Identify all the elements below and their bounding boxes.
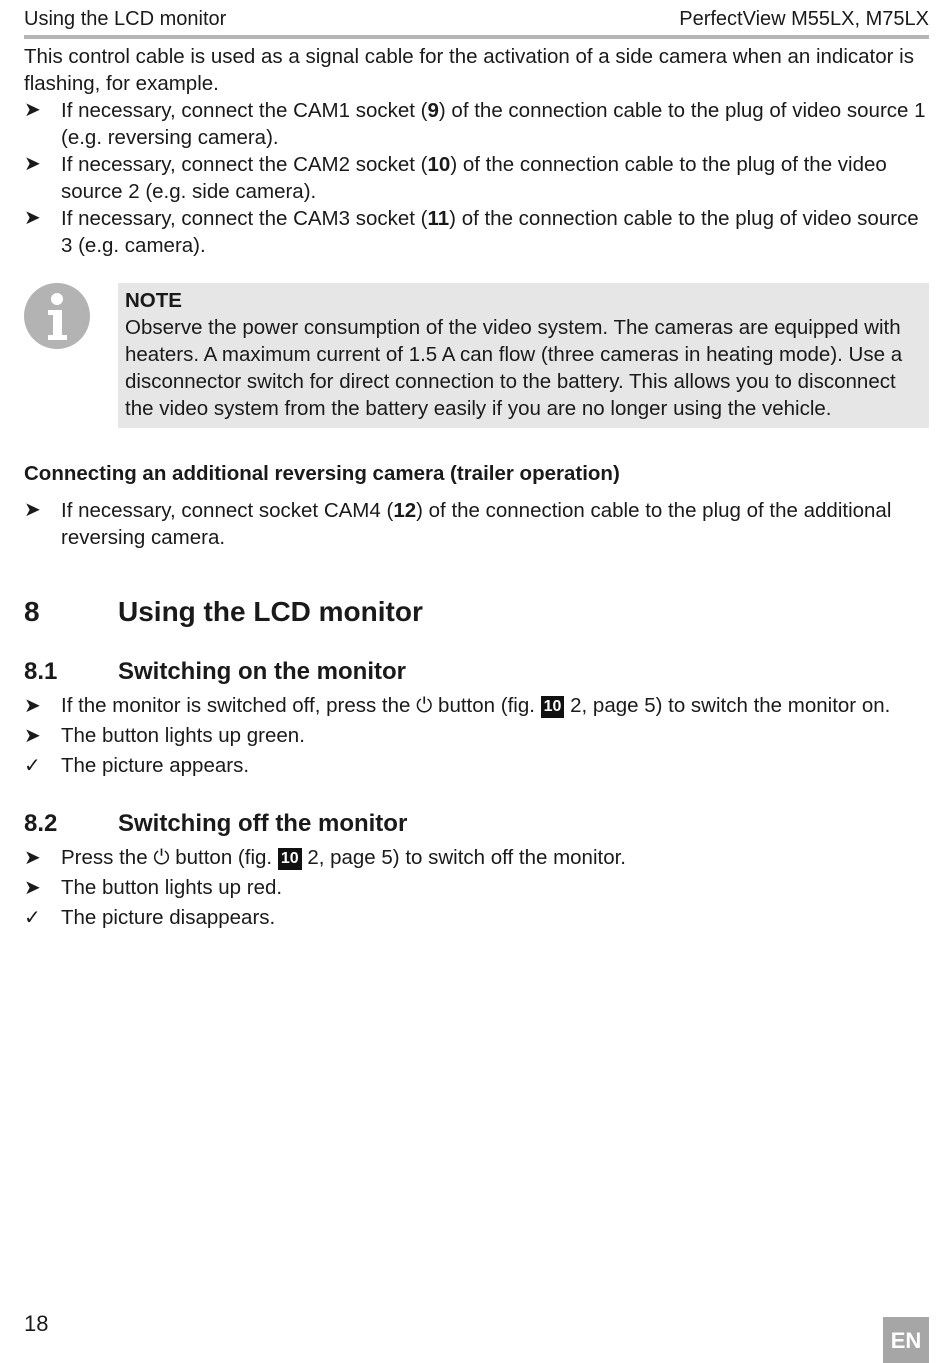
subsection-number: 8.2 bbox=[24, 810, 58, 837]
item-text-pre: If necessary, connect the CAM2 socket ( bbox=[61, 153, 428, 176]
step-text-post: 2, page 5) to switch the monitor on. bbox=[570, 694, 891, 717]
step-text-pre: Press the bbox=[61, 846, 148, 869]
arrow-icon: ➤ bbox=[24, 847, 41, 869]
item-text-post: ) of the connection cable to the plug of video source 1 (e.g. reversing camera). bbox=[61, 99, 926, 149]
note-box bbox=[118, 283, 929, 428]
item-text-pre: If necessary, connect the CAM1 socket ( bbox=[61, 99, 428, 122]
subsection-title: Switching off the monitor bbox=[118, 810, 408, 837]
item-number: 12 bbox=[393, 499, 417, 522]
figure-badge: 10 bbox=[278, 848, 302, 870]
list-item bbox=[24, 751, 929, 781]
list-item bbox=[24, 843, 929, 873]
subsection-title: Switching on the monitor bbox=[118, 658, 406, 685]
item-number: 11 bbox=[427, 207, 450, 230]
item-text-pre: If necessary, connect the CAM3 socket ( bbox=[61, 207, 428, 230]
arrow-icon: ➤ bbox=[24, 153, 41, 175]
list-item bbox=[24, 497, 929, 551]
item-number: 10 bbox=[427, 153, 451, 176]
arrow-icon: ➤ bbox=[24, 877, 41, 899]
intro-paragraph: This control cable is used as a signal cable for the activation of a side camera when an indicator is flashing, for example. bbox=[24, 45, 914, 95]
item-number: 9 bbox=[427, 99, 439, 122]
list-item bbox=[24, 151, 929, 205]
power-icon: ⏻ bbox=[153, 846, 170, 869]
arrow-icon: ➤ bbox=[24, 499, 41, 521]
list-item bbox=[24, 97, 929, 151]
step-text-mid: button (fig. bbox=[175, 846, 273, 869]
language-badge: EN bbox=[883, 1317, 929, 1363]
check-icon: ✓ bbox=[24, 907, 41, 929]
result-text: The picture appears. bbox=[61, 754, 250, 777]
section-title: Using the LCD monitor bbox=[118, 596, 423, 627]
note-text: Observe the power consumption of the video system. The cameras are equipped with heaters. A maximum current of 1.5 A can flow (three cameras in heating mode). Use a disconnector switch for direct connection to the battery. This allows you to disconnect the video system from the battery easily if you are no longer using the vehicle. bbox=[125, 316, 903, 420]
section-number: 8 bbox=[24, 596, 40, 627]
arrow-icon: ➤ bbox=[24, 695, 41, 717]
item-text-pre: If necessary, connect socket CAM4 ( bbox=[61, 499, 394, 522]
list-item bbox=[24, 691, 929, 721]
step-text-pre: If the monitor is switched off, press the bbox=[61, 694, 411, 717]
subsection-heading bbox=[24, 657, 929, 687]
arrow-icon: ➤ bbox=[24, 725, 41, 747]
switch-on-steps bbox=[24, 691, 929, 781]
page-number: 18 bbox=[24, 1311, 49, 1336]
item-text-post: ) of the connection cable to the plug of the video source 2 (e.g. side camera). bbox=[61, 153, 887, 203]
section-heading bbox=[24, 595, 929, 629]
switch-off-steps bbox=[24, 843, 929, 933]
header-product-name: PerfectView M55LX, M75LX bbox=[679, 8, 929, 30]
step-text-mid: button (fig. bbox=[438, 694, 535, 717]
step-text: The button lights up green. bbox=[61, 724, 305, 747]
item-text-post: ) of the connection cable to the plug of the additional reversing camera. bbox=[61, 499, 892, 549]
trailer-heading: Connecting an additional reversing camera (trailer operation) bbox=[24, 462, 620, 485]
list-item bbox=[24, 205, 929, 259]
list-item bbox=[24, 721, 929, 751]
page-content bbox=[24, 43, 929, 933]
step-text-post: 2, page 5) to switch off the monitor. bbox=[307, 846, 627, 869]
list-item bbox=[24, 903, 929, 933]
check-icon: ✓ bbox=[24, 755, 41, 777]
info-icon bbox=[24, 283, 118, 428]
arrow-icon: ➤ bbox=[24, 99, 41, 121]
result-text: The picture disappears. bbox=[61, 906, 276, 929]
header-section-title: Using the LCD monitor bbox=[24, 8, 227, 30]
power-icon: ⏻ bbox=[416, 694, 433, 717]
note-title: NOTE bbox=[125, 289, 182, 312]
arrow-icon: ➤ bbox=[24, 207, 41, 229]
page-header bbox=[24, 6, 929, 39]
subsection-number: 8.1 bbox=[24, 658, 58, 685]
list-item bbox=[24, 873, 929, 903]
note-block bbox=[24, 283, 929, 428]
connect-list bbox=[24, 97, 929, 259]
item-text-post: ) of the connection cable to the plug of video source 3 (e.g. camera). bbox=[61, 207, 919, 257]
figure-badge: 10 bbox=[541, 696, 565, 718]
step-text: The button lights up red. bbox=[61, 876, 283, 899]
subsection-heading bbox=[24, 809, 929, 839]
